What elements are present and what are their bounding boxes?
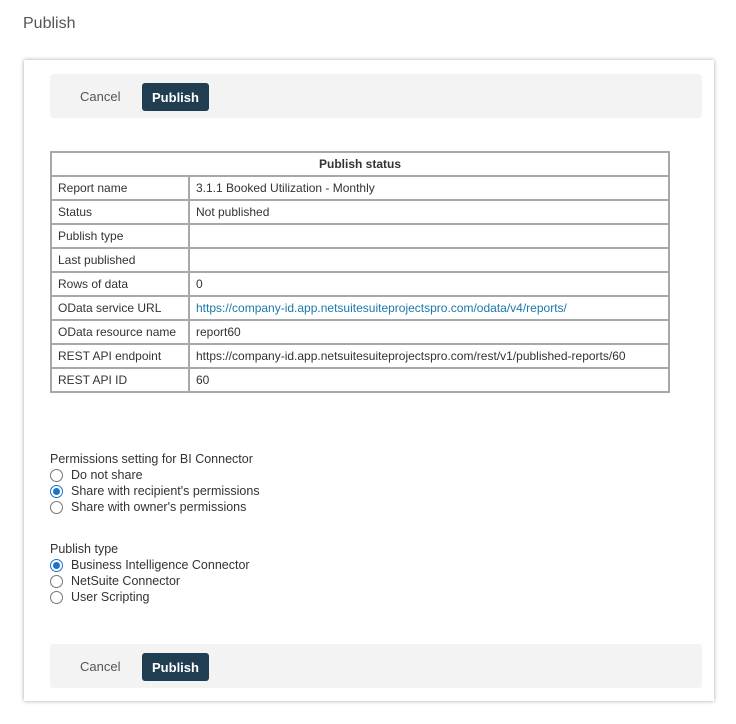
radio-button[interactable] <box>50 501 63 514</box>
table-row <box>51 272 669 296</box>
table-row <box>51 176 669 200</box>
publish-type-option-user-scripting[interactable] <box>50 589 250 605</box>
publish-type-option-bi-connector[interactable] <box>50 557 250 573</box>
page-title: Publish <box>23 15 76 32</box>
publish-type-option-netsuite-connector[interactable] <box>50 573 250 589</box>
row-value-odata-resource-name: report60 <box>189 320 669 344</box>
row-value-status: Not published <box>189 200 669 224</box>
publish-type-group <box>50 541 250 605</box>
publish-status-header: Publish status <box>51 152 669 176</box>
table-row <box>51 224 669 248</box>
row-label-last-published: Last published <box>51 248 189 272</box>
row-label-report-name: Report name <box>51 176 189 200</box>
radio-button[interactable] <box>50 591 63 604</box>
table-row <box>51 200 669 224</box>
cancel-button[interactable]: Cancel <box>70 653 130 680</box>
radio-button[interactable] <box>50 469 63 482</box>
publish-button[interactable]: Publish <box>142 653 209 681</box>
row-label-rows-of-data: Rows of data <box>51 272 189 296</box>
table-row <box>51 344 669 368</box>
row-label-odata-resource-name: OData resource name <box>51 320 189 344</box>
table-row <box>51 248 669 272</box>
row-value-report-name: 3.1.1 Booked Utilization - Monthly <box>189 176 669 200</box>
publish-status-table <box>50 151 670 393</box>
row-label-status: Status <box>51 200 189 224</box>
publish-button[interactable]: Publish <box>142 83 209 111</box>
row-label-odata-service-url: OData service URL <box>51 296 189 320</box>
row-value-publish-type <box>189 224 669 248</box>
row-label-publish-type: Publish type <box>51 224 189 248</box>
table-row <box>51 296 669 320</box>
odata-service-url-link[interactable]: https://company-id.app.netsuitesuiteprojectspro.com/odata/v4/reports/ <box>196 301 567 315</box>
permission-option-share-recipient[interactable] <box>50 483 260 499</box>
table-header-row <box>51 152 669 176</box>
row-value-rest-api-endpoint: https://company-id.app.netsuitesuiteprojectspro.com/rest/v1/published-reports/60 <box>189 344 669 368</box>
publish-panel <box>24 60 714 701</box>
row-value-rest-api-id: 60 <box>189 368 669 392</box>
radio-label: User Scripting <box>71 590 150 604</box>
top-toolbar <box>50 74 702 118</box>
radio-label: Share with recipient's permissions <box>71 484 260 498</box>
radio-button[interactable] <box>50 559 63 572</box>
bottom-toolbar <box>50 644 702 688</box>
permission-option-share-owner[interactable] <box>50 499 260 515</box>
table-row <box>51 320 669 344</box>
row-value-rows-of-data: 0 <box>189 272 669 296</box>
row-label-rest-api-endpoint: REST API endpoint <box>51 344 189 368</box>
radio-label: Share with owner's permissions <box>71 500 247 514</box>
row-label-rest-api-id: REST API ID <box>51 368 189 392</box>
row-value-last-published <box>189 248 669 272</box>
radio-label: Do not share <box>71 468 143 482</box>
radio-label: Business Intelligence Connector <box>71 558 250 572</box>
row-value-odata-service-url <box>189 296 669 320</box>
permissions-title: Permissions setting for BI Connector <box>50 452 253 466</box>
publish-type-title: Publish type <box>50 542 119 556</box>
permissions-group <box>50 451 260 515</box>
permission-option-do-not-share[interactable] <box>50 467 260 483</box>
cancel-button[interactable]: Cancel <box>70 83 130 110</box>
table-row <box>51 368 669 392</box>
radio-button[interactable] <box>50 575 63 588</box>
radio-button[interactable] <box>50 485 63 498</box>
radio-label: NetSuite Connector <box>71 574 181 588</box>
